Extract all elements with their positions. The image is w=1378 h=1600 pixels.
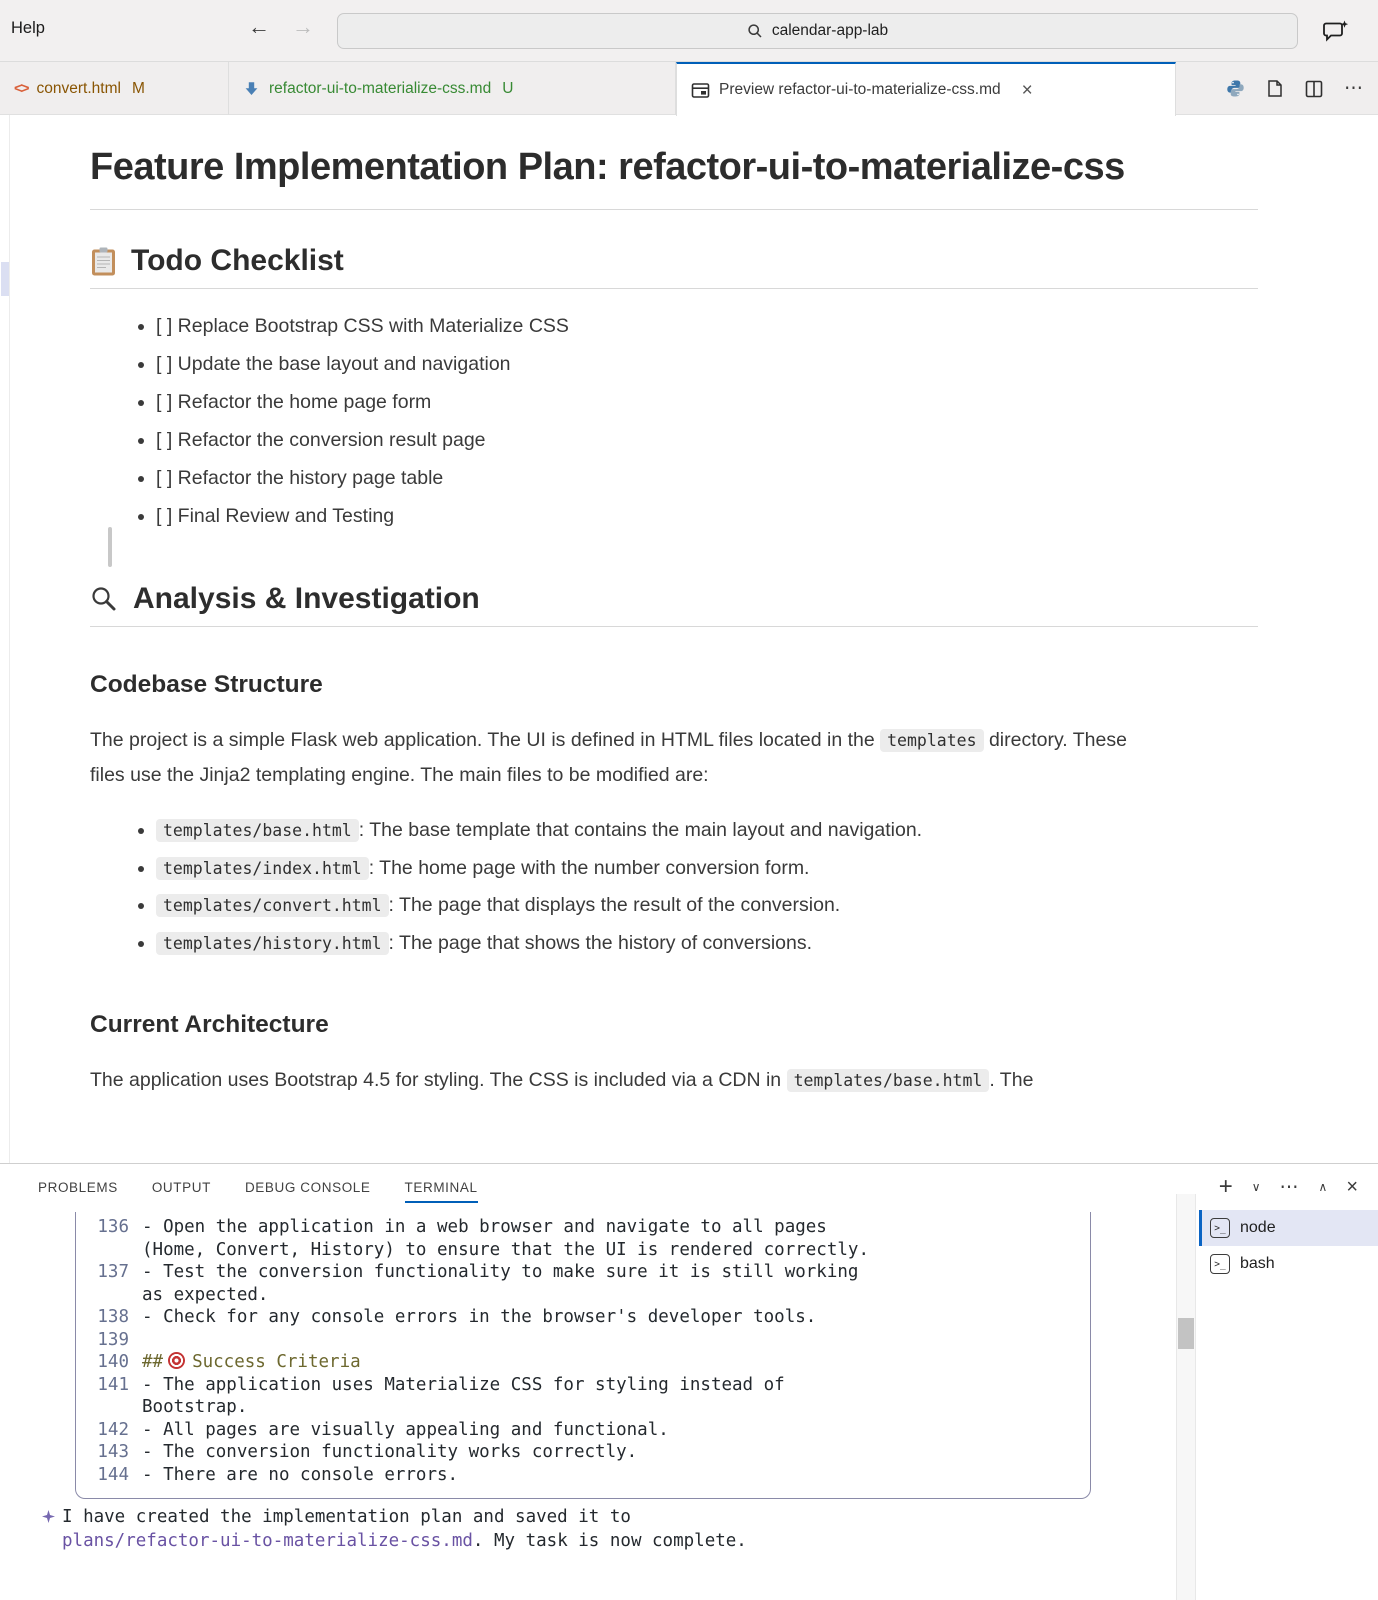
- assistant-message: I have created the implementation plan and saved it to plans/refactor-ui-to-materialize-css.md. My task is now complete.: [62, 1506, 747, 1553]
- code-file-icon: <>: [14, 80, 28, 97]
- more-actions-icon[interactable]: ⋯: [1344, 78, 1364, 99]
- line-text: - All pages are visually appealing and functional.: [142, 1419, 669, 1440]
- open-changes-icon[interactable]: [1266, 79, 1284, 98]
- inline-code: templates/index.html: [156, 857, 369, 880]
- session-name: node: [1240, 1219, 1276, 1236]
- python-icon[interactable]: [1226, 79, 1245, 98]
- copilot-chat-icon[interactable]: [1322, 17, 1352, 47]
- terminal-icon: >_: [1210, 1254, 1230, 1274]
- file-list: [90, 819, 1258, 955]
- tab-label: refactor-ui-to-materialize-css.md: [269, 79, 492, 97]
- terminal-view: [0, 1210, 1178, 1600]
- terminal-scrollbar[interactable]: [1176, 1194, 1196, 1600]
- forward-arrow-icon: →: [292, 14, 314, 39]
- editor-actions: [1226, 62, 1364, 115]
- search-icon: [747, 23, 763, 39]
- line-text: as expected.: [142, 1284, 269, 1305]
- tab-refactor-md[interactable]: [229, 62, 676, 115]
- magnifier-emoji-icon: [90, 585, 119, 614]
- terminal-line: [76, 1284, 1090, 1307]
- page-title: Feature Implementation Plan: refactor-ui-to-materialize-css: [90, 141, 1258, 210]
- terminal-line: [76, 1374, 1090, 1397]
- terminal-icon: >_: [1210, 1218, 1230, 1238]
- menu-help[interactable]: Help: [11, 19, 45, 37]
- terminal-output-box: [75, 1212, 1091, 1499]
- tab-output[interactable]: OUTPUT: [151, 1179, 211, 1195]
- todo-item: • [ ] Refactor the history page table: [156, 467, 1258, 490]
- file-item: • templates/history.html : The page that shows the history of conversions.: [156, 932, 1258, 956]
- line-text: - Test the conversion functionality to make sure it is still working: [142, 1262, 859, 1282]
- architecture-paragraph: The application uses Bootstrap 4.5 for styling. The CSS is included via a CDN in templates/base.html . The: [90, 1069, 1034, 1091]
- inline-code: templates: [880, 729, 983, 752]
- todo-item: • [ ] Refactor the conversion result page: [156, 429, 1258, 452]
- tab-preview-md-active[interactable]: [676, 62, 1176, 116]
- line-number: [76, 1239, 142, 1262]
- search-value: calendar-app-lab: [771, 22, 889, 39]
- todo-item: • [ ] Refactor the home page form: [156, 391, 1258, 414]
- tab-problems[interactable]: PROBLEMS: [38, 1179, 118, 1195]
- todo-heading: Todo Checklist: [90, 244, 1258, 289]
- markdown-preview: [0, 115, 1378, 1163]
- line-number: 142: [97, 1419, 129, 1440]
- gutter-highlight: [1, 262, 9, 296]
- line-number: 140: [97, 1352, 129, 1372]
- more-actions-icon[interactable]: ⋯: [1279, 1176, 1300, 1198]
- line-number: 143: [97, 1442, 129, 1462]
- tab-label: convert.html: [36, 79, 121, 97]
- line-number: 136: [97, 1217, 129, 1237]
- clipboard-icon: [90, 246, 117, 277]
- command-center-search[interactable]: [337, 13, 1298, 49]
- line-text: - Check for any console errors in the browser's developer tools.: [142, 1307, 817, 1327]
- markdown-file-icon: [243, 80, 260, 97]
- todo-checklist: [90, 315, 1258, 528]
- todo-item: • [ ] Update the base layout and navigation: [156, 353, 1258, 376]
- file-item: • templates/index.html : The home page with the number conversion form.: [156, 857, 1258, 881]
- chevron-up-icon[interactable]: ∧: [1318, 1180, 1328, 1194]
- terminal-line: [76, 1419, 1090, 1442]
- tab-convert-html[interactable]: [0, 62, 229, 115]
- left-gutter: [0, 115, 10, 1163]
- chevron-down-icon[interactable]: ∨: [1251, 1180, 1261, 1194]
- line-number: [76, 1284, 142, 1307]
- tab-terminal[interactable]: TERMINAL: [404, 1179, 478, 1195]
- line-text: - The conversion functionality works correctly.: [142, 1442, 638, 1462]
- line-text: (Home, Convert, History) to ensure that the UI is rendered correctly.: [142, 1239, 869, 1260]
- line-text: Bootstrap.: [142, 1397, 248, 1417]
- scrollbar-thumb[interactable]: [1178, 1318, 1194, 1349]
- sparkle-icon: [42, 1510, 55, 1523]
- title-bar: [0, 0, 1378, 62]
- close-icon[interactable]: ×: [1021, 79, 1033, 101]
- architecture-heading: Current Architecture: [90, 1011, 329, 1038]
- codebase-heading: Codebase Structure: [90, 671, 323, 698]
- inline-code: templates/base.html: [156, 819, 359, 842]
- line-text: - The application uses Materialize CSS for styling instead of: [142, 1374, 785, 1395]
- terminal-session[interactable]: [1199, 1246, 1378, 1282]
- git-modified-badge: M: [131, 79, 145, 97]
- inline-code: templates/convert.html: [156, 894, 389, 917]
- plan-file-link[interactable]: plans/refactor-ui-to-materialize-css.md: [62, 1530, 473, 1551]
- inline-code: templates/history.html: [156, 932, 389, 955]
- line-number: 144: [97, 1464, 129, 1485]
- bottom-panel: [0, 1163, 1378, 1600]
- analysis-heading: Analysis & Investigation: [90, 582, 1258, 627]
- terminal-line: [76, 1396, 1090, 1419]
- preview-icon: [691, 81, 710, 100]
- git-untracked-badge: U: [502, 79, 514, 97]
- terminal-session-list: [1199, 1210, 1378, 1600]
- panel-actions: [1219, 1164, 1358, 1210]
- terminal-line: [76, 1239, 1090, 1262]
- line-text: - There are no console errors.: [142, 1464, 459, 1485]
- terminal-line: [76, 1216, 1090, 1239]
- split-editor-icon[interactable]: [1305, 80, 1323, 98]
- new-terminal-icon[interactable]: +: [1218, 1173, 1233, 1200]
- terminal-line: [76, 1306, 1090, 1329]
- tab-label: Preview refactor-ui-to-materialize-css.md: [719, 81, 1001, 98]
- line-number: 141: [97, 1374, 129, 1395]
- terminal-line-success: 140 ## Success Criteria: [76, 1351, 1090, 1374]
- inline-code: templates/base.html: [787, 1069, 990, 1092]
- panel-tab-bar: [38, 1164, 478, 1210]
- line-number: [76, 1396, 142, 1419]
- terminal-line: [76, 1464, 1090, 1487]
- todo-item: • [ ] Final Review and Testing: [156, 505, 1258, 528]
- terminal-line: [76, 1329, 1090, 1352]
- editor-tab-bar: [0, 62, 1378, 115]
- codebase-paragraph: The project is a simple Flask web application. The UI is defined in HTML files located in the templates directory. These files use the Jinja2 templating engine. The main files to be modified are:: [90, 729, 1127, 786]
- session-name: bash: [1240, 1255, 1275, 1272]
- terminal-line: [76, 1261, 1090, 1284]
- terminal-line: [76, 1441, 1090, 1464]
- todo-item: • [ ] Replace Bootstrap CSS with Materialize CSS: [156, 315, 1258, 338]
- line-text: - Open the application in a web browser and navigate to all pages: [142, 1217, 827, 1237]
- line-number: 139: [97, 1329, 129, 1350]
- close-panel-icon[interactable]: ×: [1346, 1175, 1358, 1198]
- line-number: 138: [97, 1307, 129, 1327]
- tab-debug-console[interactable]: DEBUG CONSOLE: [244, 1179, 371, 1195]
- line-number: 137: [97, 1262, 129, 1282]
- file-item: • templates/convert.html : The page that displays the result of the conversion.: [156, 894, 1258, 918]
- back-arrow-icon[interactable]: ←: [248, 14, 270, 39]
- target-icon: [168, 1352, 185, 1369]
- file-item: • templates/base.html : The base template that contains the main layout and navigation.: [156, 819, 1258, 843]
- terminal-session[interactable]: [1199, 1210, 1378, 1246]
